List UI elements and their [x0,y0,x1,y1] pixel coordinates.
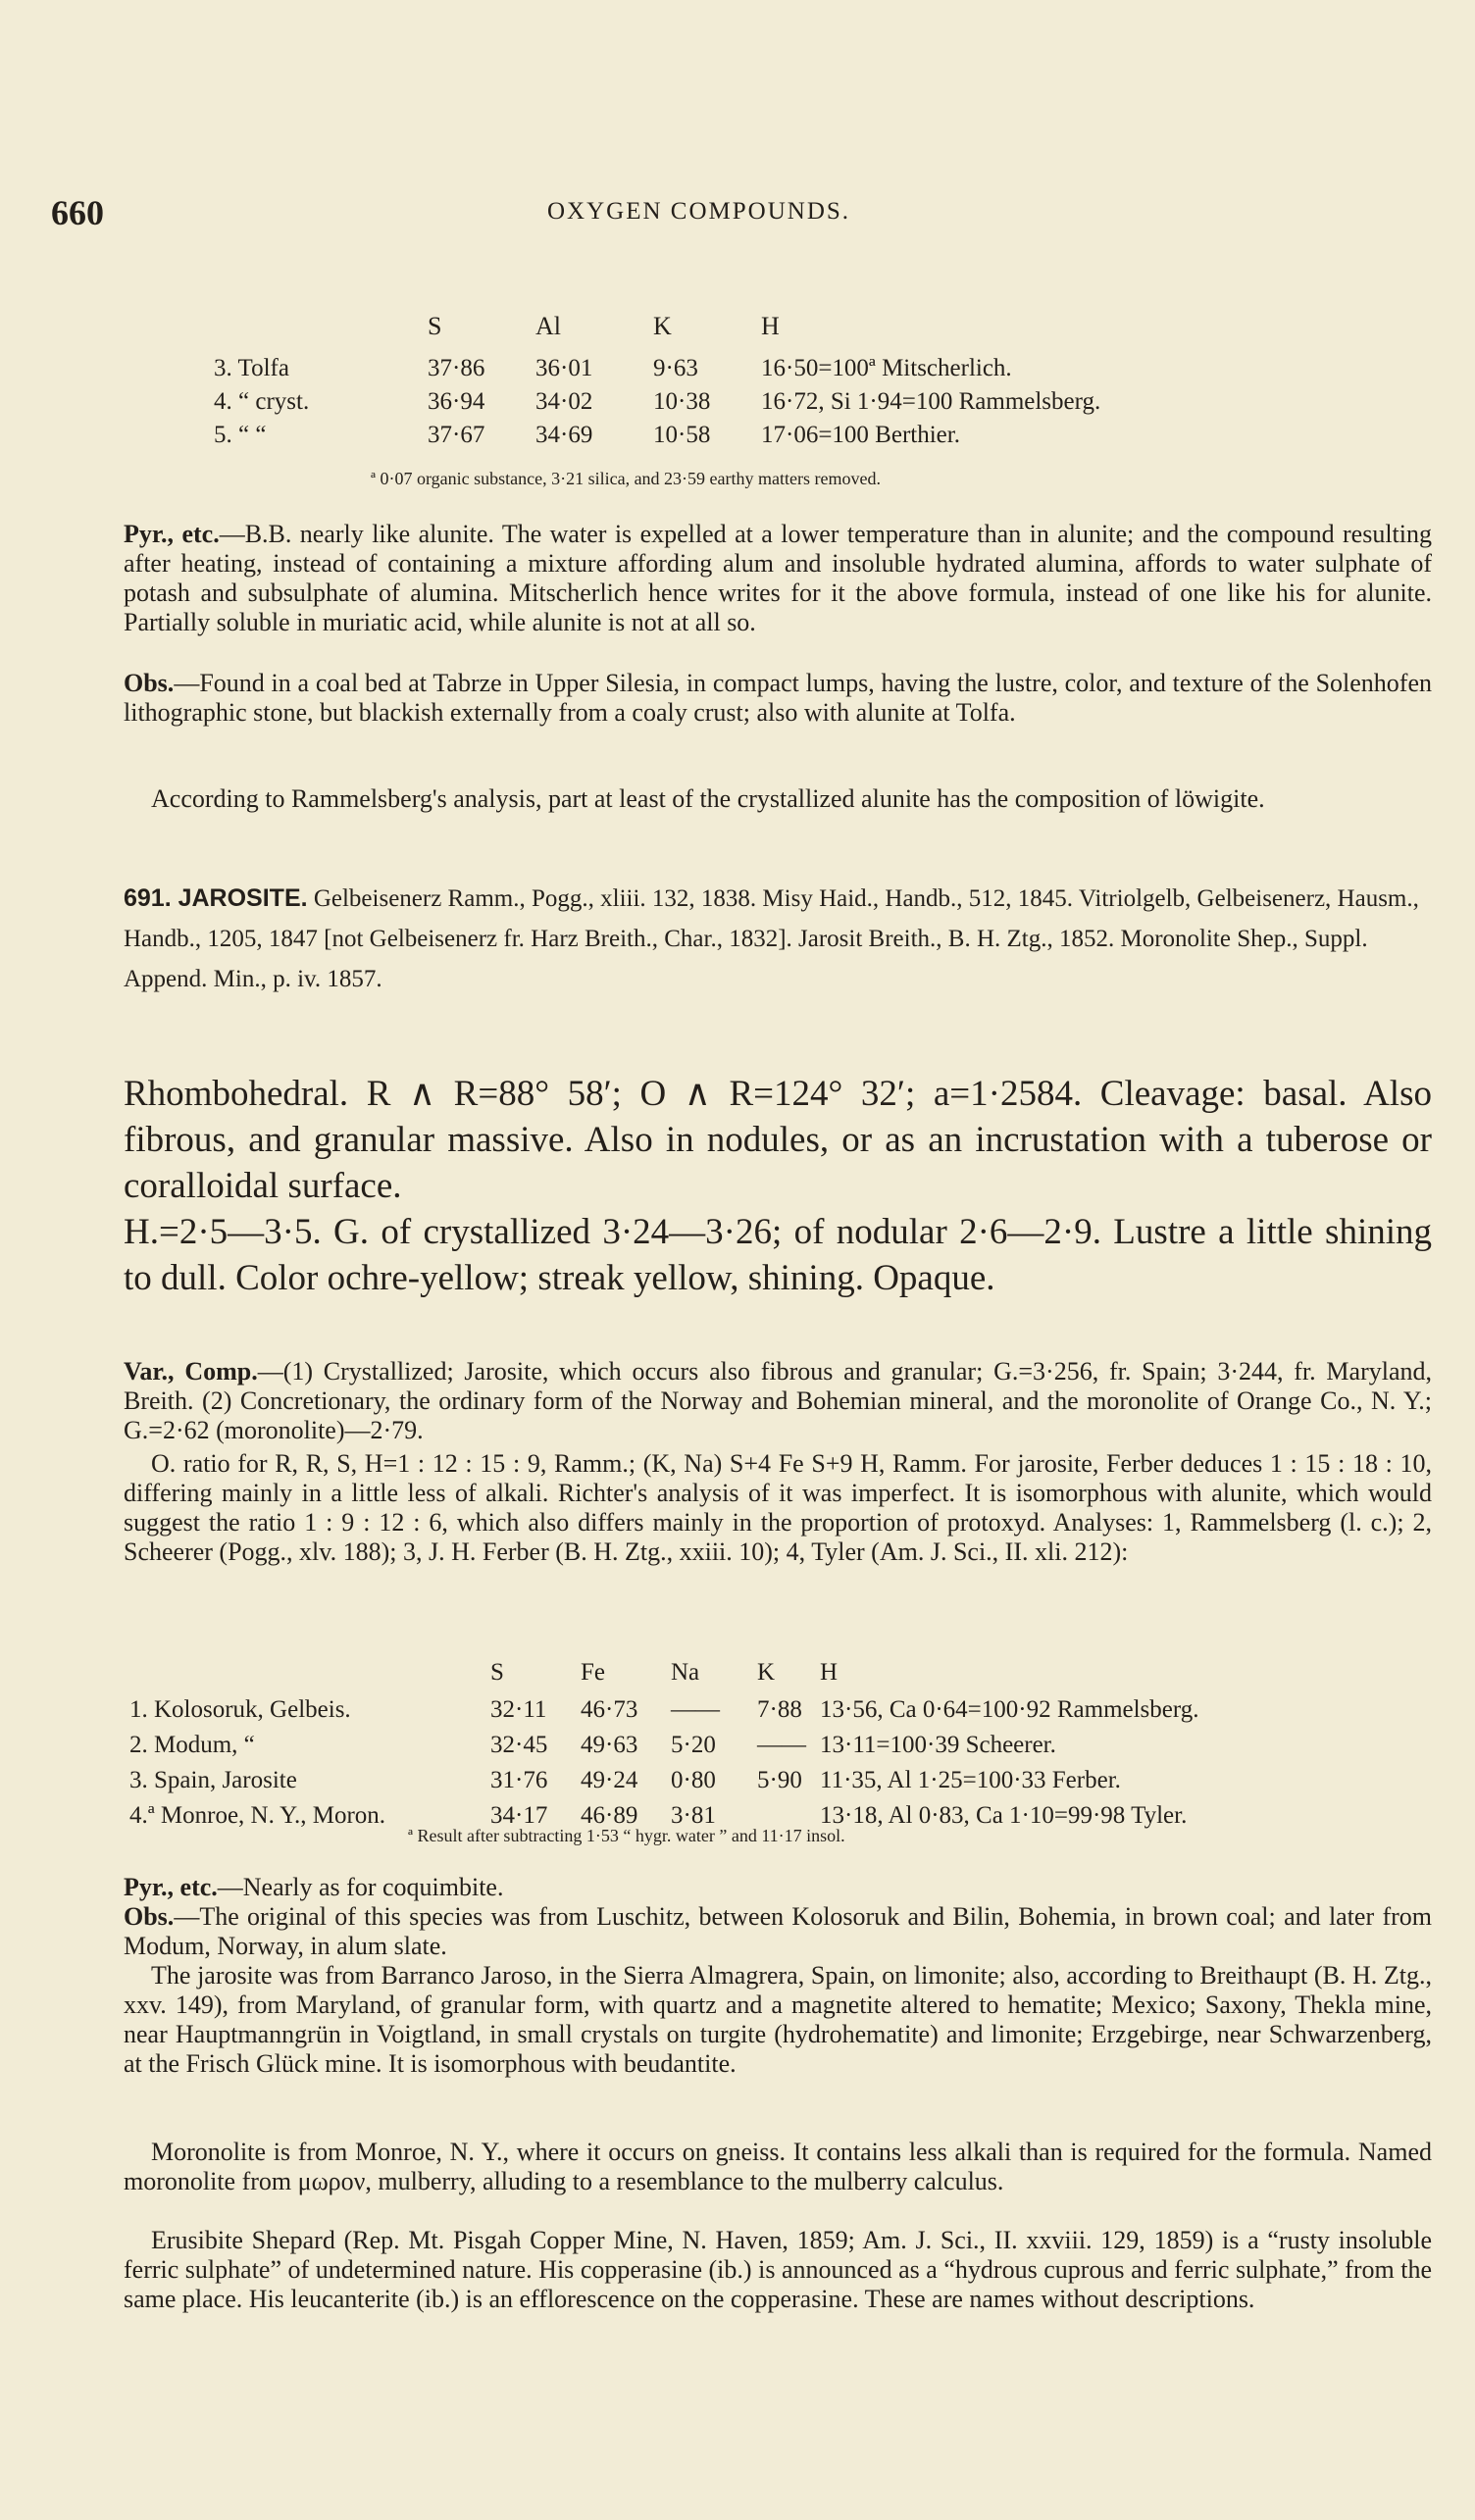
table-header: K [653,312,672,340]
cell: 36·94 [428,388,485,415]
cell: 9·63 [653,355,698,381]
moronolite-paragraph: Moronolite is from Monroe, N. Y., where it occurs on gneiss. It contains less alkali than is required for the formula. Named moronolite from μωρον, mulberry, alluding to a resemblance to the mulberry calculus. [124,2138,1432,2195]
crystallography-text: Rhombohedral. R ∧ R=88° 58′; O ∧ R=124° 32′; a=1·2584. Cleavage: basal. Also fibrous, and granular massive. Also in nodules, or as an incrustation with a tuberose or coralloidal surface. [124,1074,1432,1206]
cell: 5·20 [671,1732,716,1758]
table-header-row [129,1659,1199,1696]
table-header: Fe [581,1659,605,1686]
row-label: 5. “ “ [214,422,267,448]
table-header [129,1659,490,1696]
cell: 49·63 [581,1732,638,1758]
analysis-table-1 [214,312,1100,455]
table-row [129,1732,1199,1767]
cell: 5·90 [757,1767,802,1793]
cell: 10·58 [653,422,711,448]
row-label: 2. Modum, “ [129,1732,255,1758]
cell: 17·06=100 Berthier. [761,422,960,448]
table-header: H [761,312,780,340]
table-1-footnote: ª 0·07 organic substance, 3·21 silica, and 23·59 earthy matters removed. [371,469,881,488]
cell: —— [671,1696,720,1723]
pyrognostics-paragraph [124,1873,1432,1902]
table-row [214,422,1100,455]
cell: 7·88 [757,1696,802,1723]
table-header: Na [671,1659,700,1686]
table-row [129,1767,1199,1802]
jarosite-locality-paragraph: The jarosite was from Barranco Jaroso, in the Sierra Almagrera, Spain, on limonite; also, according to Breithaupt (B. H. Ztg., xxv. 149), from Maryland, of granular form, with quartz and a magnetite altered to hematite; Mexico; Saxony, Thekla mine, near Hauptmanngrün in Voigtland, in small crystals on turgite (hydrohematite) and limonite; Erzgebirge, near Schwarzenberg, at the Frisch Glück mine. It is isomorphous with beudantite. [124,1961,1432,2078]
pyrognostics-paragraph [124,520,1432,637]
paragraph-lead: Pyr., etc. [124,520,220,548]
cell: 34·02 [535,388,593,415]
cell: 32·11 [490,1696,547,1723]
paragraph-lead: Pyr., etc. [124,1873,218,1901]
physical-properties-text: H.=2·5—3·5. G. of crystallized 3·24—3·26; of nodular 2·6—2·9. Lustre a little shining to dull. Color ochre-yellow; streak yellow, shining. Opaque. [124,1212,1432,1298]
row-label: 4. “ cryst. [214,388,310,415]
table-row [129,1696,1199,1732]
row-label: 4.ª Monroe, N. Y., Moron. [129,1802,386,1829]
table-header: H [820,1659,839,1686]
cell: 46·73 [581,1696,638,1723]
paragraph-text: —The original of this species was from Luschitz, between Kolosoruk and Bilin, Bohemia, in brown coal; and later from Modum, Norway, in alum slate. [124,1902,1432,1960]
cell: 16·72, Si 1·94=100 Rammelsberg. [761,388,1101,415]
paragraph-lead: Obs. [124,669,175,697]
species-synonymy: Gelbeisenerz Ramm., Pogg., xliii. 132, 1838. Misy Haid., Handb., 512, 1845. Vitriolgelb, Gelbeisenerz, Hausm., Handb., 1205, 1847 [not Gelbeisenerz fr. Harz Breith., Char., 1832]. Jarosit Breith., B. H. Ztg., 1852. Moronolite Shep., Suppl. Append. Min., p. iv. 1857. [124,885,1419,992]
oxygen-ratio-paragraph: O. ratio for R, R, S, H=1 : 12 : 15 : 9, Ramm.; (K, Na) S+4 Fe S+9 H, Ramm. For jarosite, Ferber deduces 1 : 15 : 18 : 10, differing mainly in a little less of alkali. Richter's analysis of it was imperfect. It is isomorphous with alunite, which would suggest the ratio 1 : 9 : 12 : 6, which also differs mainly in the proportion of protoxyd. Analyses: 1, Rammelsberg (l. c.); 2, Scheerer (Pogg., xlv. 188); 3, J. H. Ferber (B. H. Ztg., xxiii. 10); 4, Tyler (Am. J. Sci., II. xli. 212): [124,1449,1432,1566]
table-header: S [490,1659,504,1686]
variety-composition-paragraph [124,1357,1432,1445]
paragraph-lead: Obs. [124,1902,175,1931]
cell: 34·69 [535,422,593,448]
cell: —— [757,1732,806,1758]
row-label: 3. Spain, Jarosite [129,1767,297,1793]
table-header [214,312,428,355]
species-heading [124,879,1432,999]
cell: 16·50=100ª Mitscherlich. [761,355,1012,381]
observations-paragraph [124,669,1432,728]
crystal-description [124,1071,1432,1301]
table-header: Al [535,312,561,340]
paragraph-text: —Nearly as for coquimbite. [217,1873,504,1901]
cell: 11·35, Al 1·25=100·33 Ferber. [820,1767,1121,1793]
cell: 3·81 [671,1802,716,1829]
rammelsberg-paragraph: According to Rammelsberg's analysis, part at least of the crystallized alunite has the composition of löwigite. [151,784,1265,813]
cell: 13·18, Al 0·83, Ca 1·10=99·98 Tyler. [820,1802,1188,1829]
cell: 10·38 [653,388,711,415]
observations-paragraph [124,1902,1432,1961]
paragraph-text: —(1) Crystallized; Jarosite, which occurs also fibrous and granular; G.=3·256, fr. Spain; 3·244, fr. Maryland, Breith. (2) Concretionary, the ordinary form of the Norway and Bohemian mineral, and the moronolite of Orange Co., N. Y.; G.=2·62 (moronolite)—2·79. [124,1357,1433,1444]
table-header-row [214,312,1100,355]
cell: 34·17 [490,1802,548,1829]
analysis-table-2 [129,1659,1199,1838]
paragraph-text: —B.B. nearly like alunite. The water is expelled at a lower temperature than in alunite; and the compound resulting after heating, instead of containing a mixture affording alum and insoluble hydrated alumina, affords to water sulphate of potash and subsulphate of alumina. Mitscherlich hence writes for it the above formula, instead of one like his for alunite. Partially soluble in muriatic acid, while alunite is not at all so. [124,520,1432,636]
row-label: 3. Tolfa [214,355,289,381]
table-row [214,388,1100,422]
cell: 37·86 [428,355,485,381]
table-header: S [428,312,442,340]
row-label: 1. Kolosoruk, Gelbeis. [129,1696,351,1723]
cell: 46·89 [581,1802,638,1829]
paragraph-text: —Found in a coal bed at Tabrze in Upper Silesia, in compact lumps, having the lustre, color, and texture of the Solenhofen lithographic stone, but blackish externally from a coaly crust; also with alunite at Tolfa. [124,669,1432,727]
cell: 31·76 [490,1767,548,1793]
erusibite-paragraph: Erusibite Shepard (Rep. Mt. Pisgah Copper Mine, N. Haven, 1859; Am. J. Sci., II. xxviii. 129, 1859) is a “rusty insoluble ferric sulphate” of undetermined nature. His copperasine (ib.) is announced as a “hydrous cuprous and ferric sulphate,” from the same place. His leucanterite (ib.) is an efflorescence on the copperasine. These are names without descriptions. [124,2226,1432,2313]
cell: 32·45 [490,1732,548,1758]
cell: 13·11=100·39 Scheerer. [820,1732,1056,1758]
cell: 36·01 [535,355,593,381]
table-row [214,355,1100,388]
cell: 13·56, Ca 0·64=100·92 Rammelsberg. [820,1696,1199,1723]
cell: 49·24 [581,1767,638,1793]
cell: 0·80 [671,1767,716,1793]
running-title: OXYGEN COMPOUNDS. [547,198,851,225]
page-number: 660 [51,193,104,232]
cell: 37·67 [428,422,485,448]
paragraph-lead: Var., Comp. [124,1357,258,1386]
table-2-footnote: ª Result after subtracting 1·53 “ hygr. water ” and 11·17 insol. [408,1826,845,1845]
table-header: K [757,1659,776,1686]
species-name: 691. JAROSITE. [124,884,308,912]
